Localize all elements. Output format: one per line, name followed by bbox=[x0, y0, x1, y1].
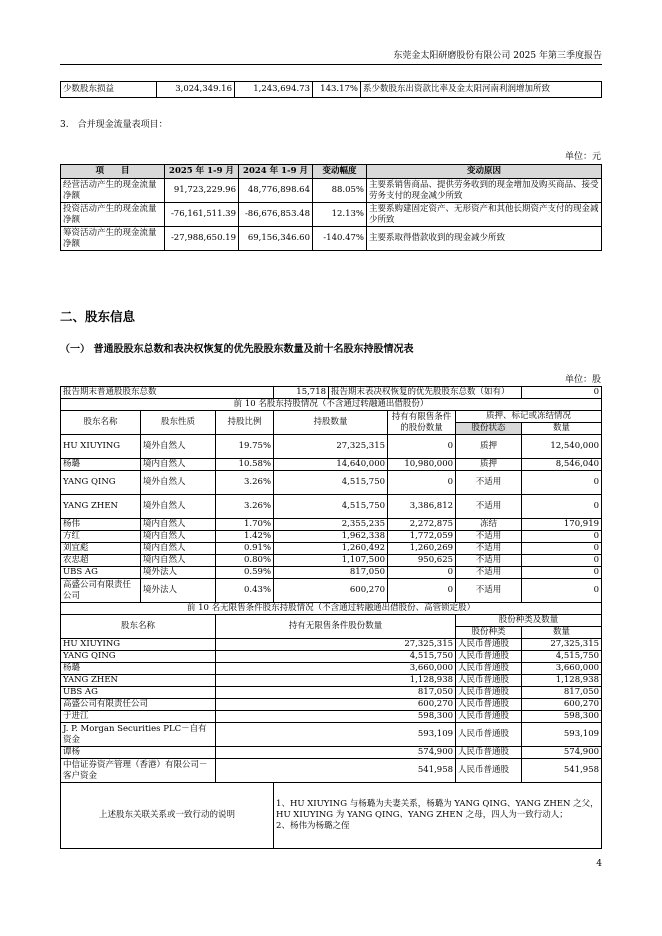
cell-2025: -76,161,511.39 bbox=[165, 203, 239, 227]
cell-u-qty: 593,109 bbox=[216, 723, 456, 747]
cell-2024: 69,156,346.60 bbox=[239, 227, 313, 251]
cell-u-type: 人民币普通股 bbox=[456, 663, 522, 675]
col-2024: 2024 年 1-9 月 bbox=[239, 165, 313, 179]
table-row bbox=[61, 531, 602, 543]
cell-u-name: HU XIUYING bbox=[61, 639, 216, 651]
cell-nature: 境内自然人 bbox=[141, 459, 216, 471]
cell-ratio: 0.91% bbox=[216, 543, 274, 555]
table-row bbox=[61, 567, 602, 579]
col-u-type: 股份种类 bbox=[456, 627, 522, 639]
cell-count: 8,546,040 bbox=[522, 459, 602, 471]
cell-status: 不适用 bbox=[456, 543, 522, 555]
col-u-count: 数量 bbox=[522, 627, 602, 639]
cell-count: 0 bbox=[522, 543, 602, 555]
cell-2024: -86,676,853.48 bbox=[239, 203, 313, 227]
cell-u-type: 人民币普通股 bbox=[456, 639, 522, 651]
cell-name: UBS AG bbox=[61, 567, 141, 579]
cell-u-qty: 3,660,000 bbox=[216, 663, 456, 675]
col-pledge: 质押、标记或冻结情况 bbox=[456, 411, 602, 423]
cell-qty: 4,515,750 bbox=[274, 471, 388, 495]
cell-ratio: 10.58% bbox=[216, 459, 274, 471]
cell-u-name: 谭杨 bbox=[61, 747, 216, 759]
pref-holders-value: 0 bbox=[522, 387, 602, 399]
cell-qty: 1,260,492 bbox=[274, 543, 388, 555]
cell-qty: 2,355,235 bbox=[274, 519, 388, 531]
common-holders-value: 15,718 bbox=[274, 387, 329, 399]
cell-u-count: 600,270 bbox=[522, 699, 602, 711]
cell-qty: 1,107,500 bbox=[274, 555, 388, 567]
table-row bbox=[61, 227, 602, 251]
cell-u-count: 27,325,315 bbox=[522, 639, 602, 651]
pref-holders-label: 报告期末表决权恢复的优先股股东总数（如有） bbox=[329, 387, 522, 399]
cell-ratio: 19.75% bbox=[216, 435, 274, 459]
cell-nature: 境内自然人 bbox=[141, 543, 216, 555]
unrestricted-title: 前 10 名无限售条件股东持股情况（不含通过转融通出借股份、高管锁定股） bbox=[61, 603, 602, 615]
cell-reason: 主要系销售商品、提供劳务收到的现金增加及购买商品、接受劳务支付的现金减少所致 bbox=[367, 179, 602, 203]
cell-count: 0 bbox=[522, 567, 602, 579]
cell-name: 方红 bbox=[61, 531, 141, 543]
cell-name: HU XIUYING bbox=[61, 435, 141, 459]
cell-u-type: 人民币普通股 bbox=[456, 759, 522, 783]
cell-status: 质押 bbox=[456, 435, 522, 459]
cell-item: 投资活动产生的现金流量净额 bbox=[61, 203, 165, 227]
cell-u-type: 人民币普通股 bbox=[456, 687, 522, 699]
table-row bbox=[61, 723, 602, 747]
cell-ratio: 3.26% bbox=[216, 495, 274, 519]
col-reason: 变动原因 bbox=[367, 165, 602, 179]
cell-u-qty: 817,050 bbox=[216, 687, 456, 699]
minority-2024: 1,243,694.73 bbox=[235, 82, 313, 98]
relation-row bbox=[61, 783, 602, 849]
cell-restricted: 1,260,269 bbox=[388, 543, 456, 555]
col-u-name: 股东名称 bbox=[61, 615, 216, 639]
cell-name: 杨璐 bbox=[61, 459, 141, 471]
cell-restricted: 950,625 bbox=[388, 555, 456, 567]
col-name: 股东名称 bbox=[61, 411, 141, 435]
cell-nature: 境外自然人 bbox=[141, 471, 216, 495]
cell-ratio: 0.43% bbox=[216, 579, 274, 603]
relation-label: 上述股东关联关系或一致行动的说明 bbox=[61, 783, 274, 849]
cell-restricted: 0 bbox=[388, 471, 456, 495]
relation-text-1: 1、HU XIUYING 与杨璐为夫妻关系，杨璐为 YANG QING、YANG ZHEN 之父，HU XIUYING 为 YANG QING、YANG ZHEN 之母，四人为一致行动人； bbox=[276, 799, 599, 820]
cell-u-type: 人民币普通股 bbox=[456, 711, 522, 723]
section-3-title: 3. 合并现金流量表项目： bbox=[60, 120, 168, 130]
col-change: 变动幅度 bbox=[313, 165, 367, 179]
cell-name: 农忠超 bbox=[61, 555, 141, 567]
cell-status: 不适用 bbox=[456, 579, 522, 603]
table-row bbox=[61, 495, 602, 519]
cell-restricted: 1,772,059 bbox=[388, 531, 456, 543]
cell-u-name: YANG QING bbox=[61, 651, 216, 663]
cell-restricted: 10,980,000 bbox=[388, 459, 456, 471]
cell-nature: 境内自然人 bbox=[141, 555, 216, 567]
cell-name: YANG QING bbox=[61, 471, 141, 495]
cell-u-qty: 4,515,750 bbox=[216, 651, 456, 663]
unit-label-yuan: 单位：元 bbox=[564, 152, 601, 162]
cell-ratio: 1.42% bbox=[216, 531, 274, 543]
cell-u-name: 杨璐 bbox=[61, 663, 216, 675]
cell-ratio: 0.59% bbox=[216, 567, 274, 579]
cell-reason: 主要系购建固定资产、无形资产和其他长期资产支付的现金减少所致 bbox=[367, 203, 602, 227]
cell-name: YANG ZHEN bbox=[61, 495, 141, 519]
cell-u-count: 1,128,938 bbox=[522, 675, 602, 687]
cell-2024: 48,776,898.64 bbox=[239, 179, 313, 203]
shareholder-table bbox=[60, 386, 602, 849]
cell-u-qty: 574,900 bbox=[216, 747, 456, 759]
cell-restricted: 0 bbox=[388, 579, 456, 603]
table-row bbox=[61, 747, 602, 759]
col-item: 项 目 bbox=[61, 165, 165, 179]
cell-change: 88.05% bbox=[313, 179, 367, 203]
cell-u-name: J. P. Morgan Securities PLC－自有资金 bbox=[61, 723, 216, 747]
cell-count: 0 bbox=[522, 555, 602, 567]
top10-title-row bbox=[61, 399, 602, 411]
table-row bbox=[61, 203, 602, 227]
cell-u-count: 541,958 bbox=[522, 759, 602, 783]
col-restricted: 持有有限售条件的股份数量 bbox=[388, 411, 456, 435]
table-row bbox=[61, 711, 602, 723]
cell-change: 12.13% bbox=[313, 203, 367, 227]
cell-count: 0 bbox=[522, 471, 602, 495]
minority-reason: 系少数股东出资款比率及金太阳河南利润增加所致 bbox=[361, 82, 602, 98]
cell-status: 不适用 bbox=[456, 495, 522, 519]
top10-title: 前 10 名股东持股情况（不含通过转融通出借股份） bbox=[61, 399, 602, 411]
cell-u-count: 3,660,000 bbox=[522, 663, 602, 675]
cell-u-qty: 1,128,938 bbox=[216, 675, 456, 687]
cell-u-qty: 598,300 bbox=[216, 711, 456, 723]
cell-count: 0 bbox=[522, 531, 602, 543]
cell-u-type: 人民币普通股 bbox=[456, 651, 522, 663]
cell-u-count: 593,109 bbox=[522, 723, 602, 747]
cell-ratio: 1.70% bbox=[216, 519, 274, 531]
cell-u-type: 人民币普通股 bbox=[456, 723, 522, 747]
table-row bbox=[61, 459, 602, 471]
cell-status: 质押 bbox=[456, 459, 522, 471]
cell-status: 不适用 bbox=[456, 471, 522, 495]
col-nature: 股东性质 bbox=[141, 411, 216, 435]
table-row bbox=[61, 179, 602, 203]
cell-2025: 91,723,229.96 bbox=[165, 179, 239, 203]
cell-nature: 境外法人 bbox=[141, 579, 216, 603]
cell-count: 12,540,000 bbox=[522, 435, 602, 459]
cell-u-type: 人民币普通股 bbox=[456, 699, 522, 711]
col-ratio: 持股比例 bbox=[216, 411, 274, 435]
table-header-row bbox=[61, 411, 602, 423]
table-row bbox=[61, 699, 602, 711]
cell-qty: 4,515,750 bbox=[274, 495, 388, 519]
cell-u-qty: 27,325,315 bbox=[216, 639, 456, 651]
cell-u-count: 4,515,750 bbox=[522, 651, 602, 663]
cell-nature: 境外法人 bbox=[141, 567, 216, 579]
cell-item: 经营活动产生的现金流量净额 bbox=[61, 179, 165, 203]
section-title-shareholders: 二、股东信息 bbox=[60, 309, 136, 324]
cell-name: 杨伟 bbox=[61, 519, 141, 531]
cell-nature: 境内自然人 bbox=[141, 531, 216, 543]
cell-ratio: 0.80% bbox=[216, 555, 274, 567]
table-row bbox=[61, 519, 602, 531]
cell-u-count: 598,300 bbox=[522, 711, 602, 723]
cell-count: 170,919 bbox=[522, 519, 602, 531]
section-subtitle: （一） 普通股股东总数和表决权恢复的优先股股东数量及前十名股东持股情况表 bbox=[60, 344, 414, 355]
cashflow-table bbox=[60, 164, 602, 251]
cell-status: 不适用 bbox=[456, 567, 522, 579]
cell-u-count: 574,900 bbox=[522, 747, 602, 759]
cell-nature: 境外自然人 bbox=[141, 435, 216, 459]
table-row bbox=[61, 82, 602, 98]
cell-restricted: 0 bbox=[388, 567, 456, 579]
cell-qty: 817,050 bbox=[274, 567, 388, 579]
cell-item: 筹资活动产生的现金流量净额 bbox=[61, 227, 165, 251]
minority-2025: 3,024,349.16 bbox=[157, 82, 235, 98]
cell-count: 0 bbox=[522, 579, 602, 603]
cell-reason: 主要系取得借款收到的现金减少所致 bbox=[367, 227, 602, 251]
cell-qty: 1,962,338 bbox=[274, 531, 388, 543]
col-2025: 2025 年 1-9 月 bbox=[165, 165, 239, 179]
cell-u-qty: 600,270 bbox=[216, 699, 456, 711]
col-qty: 持股数量 bbox=[274, 411, 388, 435]
page-header: 东莞金太阳研磨股份有限公司 2025 年第三季度报告 bbox=[393, 51, 602, 61]
cell-name: 高盛公司有限责任公司 bbox=[61, 579, 141, 603]
table-row bbox=[61, 555, 602, 567]
cell-u-type: 人民币普通股 bbox=[456, 675, 522, 687]
cell-u-name: YANG ZHEN bbox=[61, 675, 216, 687]
minority-interest-table bbox=[60, 81, 602, 98]
cell-u-qty: 541,958 bbox=[216, 759, 456, 783]
col-status: 股份状态 bbox=[456, 423, 522, 435]
cell-status: 不适用 bbox=[456, 555, 522, 567]
cell-qty: 27,325,315 bbox=[274, 435, 388, 459]
cell-restricted: 0 bbox=[388, 435, 456, 459]
cell-ratio: 3.26% bbox=[216, 471, 274, 495]
cell-u-name: 中信证券资产管理（香港）有限公司－客户资金 bbox=[61, 759, 216, 783]
table-row bbox=[61, 579, 602, 603]
header-divider bbox=[60, 64, 602, 65]
common-holders-label: 报告期末普通股股东总数 bbox=[61, 387, 274, 399]
cell-qty: 600,270 bbox=[274, 579, 388, 603]
cell-restricted: 3,386,812 bbox=[388, 495, 456, 519]
table-header-row bbox=[61, 165, 602, 179]
unrestricted-title-row bbox=[61, 603, 602, 615]
cell-status: 冻结 bbox=[456, 519, 522, 531]
table-row bbox=[61, 651, 602, 663]
cell-u-name: 于进江 bbox=[61, 711, 216, 723]
table-row bbox=[61, 435, 602, 459]
cell-qty: 14,640,000 bbox=[274, 459, 388, 471]
table-header-row bbox=[61, 615, 602, 627]
cell-change: -140.47% bbox=[313, 227, 367, 251]
table-row bbox=[61, 663, 602, 675]
cell-u-name: 高盛公司有限责任公司 bbox=[61, 699, 216, 711]
table-row bbox=[61, 759, 602, 783]
minority-change: 143.17% bbox=[313, 82, 361, 98]
cell-restricted: 2,272,875 bbox=[388, 519, 456, 531]
table-row bbox=[61, 639, 602, 651]
table-row bbox=[61, 543, 602, 555]
col-count: 数量 bbox=[522, 423, 602, 435]
relation-text bbox=[274, 783, 602, 849]
cell-nature: 境内自然人 bbox=[141, 519, 216, 531]
page-number: 4 bbox=[596, 859, 602, 869]
col-u-type-group: 股份种类及数量 bbox=[456, 615, 602, 627]
table-row bbox=[61, 687, 602, 699]
minority-label: 少数股东损益 bbox=[61, 82, 157, 98]
table-row bbox=[61, 675, 602, 687]
unit-label-shares: 单位：股 bbox=[564, 375, 601, 385]
cell-u-type: 人民币普通股 bbox=[456, 747, 522, 759]
cell-name: 刘宜彪 bbox=[61, 543, 141, 555]
cell-2025: -27,988,650.19 bbox=[165, 227, 239, 251]
cell-count: 0 bbox=[522, 495, 602, 519]
table-row bbox=[61, 471, 602, 495]
relation-text-2: 2、杨伟为杨璐之侄 bbox=[276, 821, 350, 831]
cell-status: 不适用 bbox=[456, 531, 522, 543]
col-u-qty: 持有无限售条件股份数量 bbox=[216, 615, 456, 639]
cell-nature: 境外自然人 bbox=[141, 495, 216, 519]
summary-row bbox=[61, 387, 602, 399]
cell-u-count: 817,050 bbox=[522, 687, 602, 699]
cell-u-name: UBS AG bbox=[61, 687, 216, 699]
